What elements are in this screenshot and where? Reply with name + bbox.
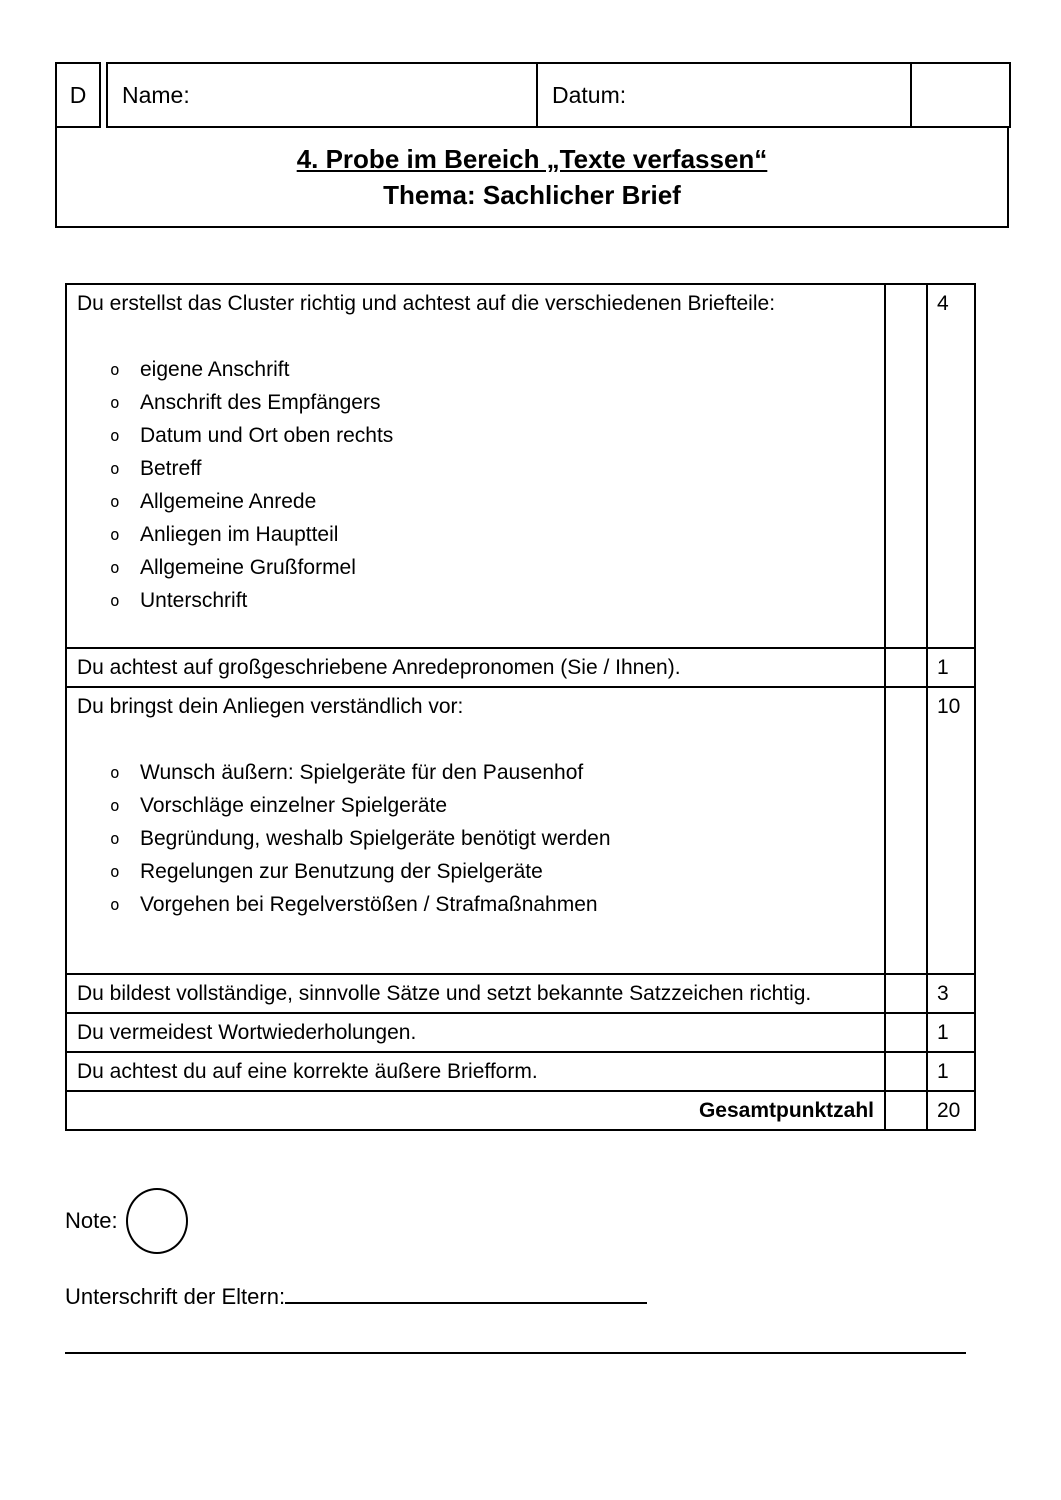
- bullet-item: [77, 822, 874, 855]
- score-input-cell[interactable]: [885, 1013, 927, 1052]
- document-title: 4. Probe im Bereich „Texte verfassen“: [296, 144, 768, 174]
- bullet-item: [77, 756, 874, 789]
- criterion-text: Du achtest auf großgeschriebene Anredepronomen (Sie / Ihnen).: [66, 648, 885, 687]
- max-points: 1: [927, 1052, 975, 1091]
- bullet-marker: o: [110, 360, 120, 379]
- bullet-item: [77, 452, 874, 485]
- max-points: 4: [927, 284, 975, 648]
- bullet-item: [77, 485, 874, 518]
- bullet-marker: o: [110, 796, 120, 815]
- rubric-row-wortwiederholungen: [66, 1013, 975, 1052]
- bullet-item: [77, 789, 874, 822]
- score-input-cell[interactable]: [885, 974, 927, 1013]
- bullet-marker: o: [110, 492, 120, 511]
- bullet-marker: o: [110, 829, 120, 848]
- criterion-cell: [66, 284, 885, 648]
- max-points: 1: [927, 1013, 975, 1052]
- score-input-cell[interactable]: [885, 648, 927, 687]
- bullet-marker: o: [110, 591, 120, 610]
- criterion-text: Du bringst dein Anliegen verständlich vor:: [77, 695, 464, 718]
- bullet-list: [77, 353, 874, 617]
- total-label: Gesamtpunktzahl: [66, 1091, 885, 1130]
- rubric-row-saetze: [66, 974, 975, 1013]
- rubric-total-row: [66, 1091, 975, 1130]
- bullet-text: Unterschrift: [140, 589, 248, 612]
- document-subtitle: Thema: Sachlicher Brief: [383, 180, 681, 210]
- bullet-marker: o: [110, 763, 120, 782]
- rubric-row-briefform: [66, 1052, 975, 1091]
- max-points: 1: [927, 648, 975, 687]
- criterion-text: Du erstellst das Cluster richtig und achtest auf die verschiedenen Briefteile:: [77, 292, 776, 315]
- max-points: 10: [927, 687, 975, 974]
- rubric-row-anliegen: [66, 687, 975, 974]
- bullet-text: Vorschläge einzelner Spielgeräte: [140, 794, 448, 817]
- bullet-text: Regelungen zur Benutzung der Spielgeräte: [140, 860, 543, 883]
- bullet-item: [77, 855, 874, 888]
- bullet-marker: o: [110, 393, 120, 412]
- bullet-text: Wunsch äußern: Spielgeräte für den Pausenhof: [140, 761, 584, 784]
- header-cell-d: D: [55, 62, 101, 128]
- title-block: [55, 128, 1009, 228]
- bullet-marker: o: [110, 862, 120, 881]
- bullet-marker: o: [110, 459, 120, 478]
- bullet-text: Allgemeine Grußformel: [140, 556, 356, 579]
- date-field[interactable]: Datum:: [536, 62, 912, 128]
- bullet-text: Allgemeine Anrede: [140, 490, 317, 513]
- rubric-row-anredepronomen: [66, 648, 975, 687]
- note-label: Note:: [65, 1208, 118, 1233]
- total-score-input-cell[interactable]: [885, 1091, 927, 1130]
- bullet-marker: o: [110, 895, 120, 914]
- bullet-item: [77, 386, 874, 419]
- bullet-marker: o: [110, 525, 120, 544]
- signature-section: [65, 1278, 647, 1310]
- bullet-text: Anschrift des Empfängers: [140, 391, 381, 414]
- criterion-cell: [66, 687, 885, 974]
- note-section: [65, 1188, 188, 1254]
- header-empty-cell: [910, 62, 1011, 128]
- bullet-item: [77, 584, 874, 617]
- max-points: 3: [927, 974, 975, 1013]
- criterion-text: Du achtest du auf eine korrekte äußere Briefform.: [66, 1052, 885, 1091]
- grade-circle[interactable]: [126, 1188, 188, 1254]
- criterion-text: Du bildest vollständige, sinnvolle Sätze und setzt bekannte Satzzeichen richtig.: [66, 974, 885, 1013]
- name-field[interactable]: Name:: [106, 62, 538, 128]
- bullet-text: Begründung, weshalb Spielgeräte benötigt werden: [140, 827, 611, 850]
- bullet-text: eigene Anschrift: [140, 358, 290, 381]
- bullet-text: Datum und Ort oben rechts: [140, 424, 394, 447]
- bottom-rule-line[interactable]: [65, 1330, 966, 1354]
- score-input-cell[interactable]: [885, 284, 927, 648]
- bullet-item: [77, 353, 874, 386]
- bullet-item: [77, 419, 874, 452]
- score-input-cell[interactable]: [885, 687, 927, 974]
- bullet-item: [77, 518, 874, 551]
- rubric-row-cluster: [66, 284, 975, 648]
- bullet-list: [77, 756, 874, 921]
- bullet-text: Anliegen im Hauptteil: [140, 523, 339, 546]
- rubric-table: [65, 283, 976, 1131]
- signature-label: Unterschrift der Eltern:: [65, 1284, 286, 1309]
- signature-line[interactable]: [285, 1278, 647, 1304]
- bullet-text: Betreff: [140, 457, 202, 480]
- bullet-marker: o: [110, 426, 120, 445]
- total-max-points: 20: [927, 1091, 975, 1130]
- bullet-marker: o: [110, 558, 120, 577]
- criterion-text: Du vermeidest Wortwiederholungen.: [66, 1013, 885, 1052]
- bullet-text: Vorgehen bei Regelverstößen / Strafmaßnahmen: [140, 893, 598, 916]
- bullet-item: [77, 888, 874, 921]
- score-input-cell[interactable]: [885, 1052, 927, 1091]
- bullet-item: [77, 551, 874, 584]
- header-table: [55, 62, 1011, 128]
